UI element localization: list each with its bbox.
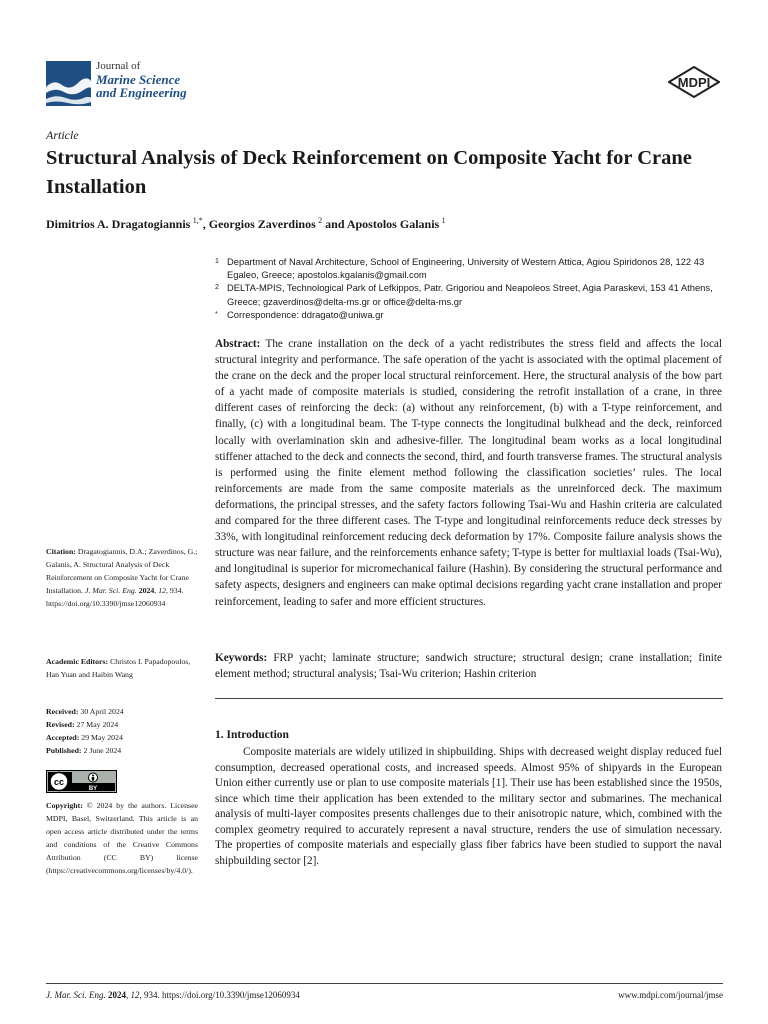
copyright-label: Copyright: xyxy=(46,801,83,810)
journal-name-line2: and Engineering xyxy=(96,85,187,100)
author-affiliation-mark: 1,* xyxy=(192,216,203,225)
affiliation-mark: 1 xyxy=(215,258,219,265)
citation-text: Dragatogiannis, D.A.; Zaverdinos, G.; Galanis, A. Structural Analysis of Deck Reinforcement on Composite Yacht for Crane Installation. xyxy=(46,547,198,596)
publisher-logo xyxy=(668,66,720,98)
citation-label: Citation: xyxy=(46,547,76,556)
affiliation-text: Correspondence: ddragato@uniwa.gr xyxy=(227,308,384,320)
copyright-notice xyxy=(46,799,198,878)
footer-citation xyxy=(46,990,300,1000)
keywords-text: FRP yacht; laminate structure; sandwich structure; structural design; crane installation; finite element method; structural analysis; Tsai-Wu criterion; Hashin criterion xyxy=(215,652,722,681)
citation-doi[interactable]: , 934. https://doi.org/10.3390/jmse12060934 xyxy=(46,586,184,609)
editors-text: Christos I. Papadopoulos, Han Yuan and Haibin Wang xyxy=(46,657,191,680)
mdpi-logo-icon xyxy=(668,66,720,98)
date-value: 29 May 2024 xyxy=(79,733,123,743)
abstract xyxy=(215,336,722,610)
affiliation-item xyxy=(215,281,725,307)
citation-volume: , 12 xyxy=(154,586,166,596)
affiliation-mark: 2 xyxy=(215,284,219,292)
page-title: Structural Analysis of Deck Reinforcement on Composite Yacht for Crane Installation xyxy=(46,147,692,198)
cc-badge-by-text: BY xyxy=(88,786,98,792)
date-received xyxy=(46,705,198,718)
cc-badge-text: cc xyxy=(53,777,65,787)
affiliation-item xyxy=(215,255,725,281)
section-heading: 1. Introduction xyxy=(215,729,289,741)
date-label: Accepted: xyxy=(46,733,80,743)
publication-dates xyxy=(46,705,198,757)
date-revised xyxy=(46,718,198,731)
author-name: Dimitrios A. Dragatogiannis xyxy=(46,217,191,231)
date-value: 27 May 2024 xyxy=(74,720,119,730)
footer-doi[interactable]: , 934. https://doi.org/10.3390/jmse12060934 xyxy=(139,990,300,1000)
abstract-text: The crane installation on the deck of a yacht redistributes the stress field and affects the local structural integrity and performance. The safe operation of the yacht is associated with the optimal placement of the crane on the deck and the proper local structural reinforcement. Here, the structural analysis of the bow part of a yacht made of composite materials is studied, considering the retrofit installation of a crane, in three different cases of reinforcing the deck: (a) without any reinforcement, (b) with a T-type reinforcement, and finally, (c) with a longitudinal beam. The T-type connects the longitudinal bulkhead and the deck, reinforced locally with overlamination skin and adhesive-filler. The longitudinal beam works as a local longitudinal stiffener attached to the deck and connects the second, third, and fourth transverse frames. The structural analysis is performed using the finite element method following the classification societies’ rules. The local reinforcements are made from the same composite materials as the unreinforced deck. The maximum deformations, the principal stresses, and the safety factors following Tsai-Wu and Hashin criteria are calculated and compared for the three different cases. The T-type and longitudinal reinforcements reduce deck stresses by 33%, with longitudinal reinforcement reducing deck deformation by 17%. Composite failure analysis shows the structure was near failure, and the reinforcements enhance safety; T-type is better for multiaxial loads (Tsai-Wu), and longitudinal is superior for micromechanical failure (Hashin). By considering the structural performance and safety aspects, designers and engineers can make optimal decisions regarding yacht crane installation and proper reinforcement, leading to safer and more efficient structures. xyxy=(215,338,722,608)
footer-year: 2024 xyxy=(105,990,126,1000)
journal-name-line1: Marine Science xyxy=(96,72,181,87)
affiliation-item xyxy=(215,308,725,321)
affiliation-list xyxy=(215,255,725,321)
date-label: Published: xyxy=(46,746,82,756)
date-value: 30 April 2024 xyxy=(78,707,124,716)
abstract-label: Abstract: xyxy=(215,338,261,350)
author-separator: and xyxy=(322,217,347,231)
keywords-label: Keywords: xyxy=(215,652,268,664)
section-divider xyxy=(215,698,723,699)
journal-wave-icon xyxy=(46,61,91,106)
author-affiliation-mark: 2 xyxy=(318,216,323,225)
affiliation-text: DELTA-MPIS, Technological Park of Lefkippos, Patr. Grigoriou and Neapoleos Street, Agia Paraskevi, 153 41 Athens, Greece; gzaverdinos@delta-ms.gr or office@delta-ms.gr xyxy=(227,282,713,307)
journal-logo xyxy=(46,60,196,106)
footer-volume: , 12 xyxy=(126,990,140,1000)
author-separator: , xyxy=(202,217,209,231)
date-value: 2 June 2024 xyxy=(81,746,122,756)
journal-name xyxy=(96,60,187,99)
cc-by-license-icon[interactable] xyxy=(46,770,117,793)
academic-editors xyxy=(46,655,198,681)
footer-journal-url[interactable]: www.mdpi.com/journal/jmse xyxy=(618,990,723,1000)
citation-year: 2024 xyxy=(136,586,155,596)
affiliation-text: Department of Naval Architecture, School of Engineering, University of Western Attica, Agiou Spiridonos 28, 122 43 Egaleo, Greece; apostolos.kgalanis@gmail.com xyxy=(227,256,705,281)
copyright-text: © 2024 by the authors. Licensee MDPI, Basel, Switzerland. This article is an open access article distributed under the terms and conditions of the Creative Commons Attribution (CC BY) license (https://creativecommons.org/licenses/by/4.0/). xyxy=(46,801,198,876)
author-name: Apostolos Galanis xyxy=(346,217,440,231)
footer-divider xyxy=(46,983,723,984)
date-published xyxy=(46,744,198,757)
introduction-paragraph: Composite materials are widely utilized in shipbuilding. Ships with decreased weight display reduced fuel consumption, decreased operational costs, and increased speeds. Almost 95% of shipyards in the European Union either currently use or plan to use composite materials [1]. Their use has been established since the 1950s, since which time their application has been extended to the military sector and submarines. The mechanical analysis of multi-layer composites presents challenges due to their anisotropic nature, which, combined with the complex geometry required to accurately represent a naval structure, renders the use of simulation necessary. The properties of composite materials and especially glass fiber fabrics have been studied to support the naval shipbuilding sector [2]. xyxy=(215,746,722,867)
keywords xyxy=(215,650,722,682)
journal-name-prefix: Journal of xyxy=(96,60,141,72)
date-label: Received: xyxy=(46,707,79,716)
publisher-name: MDPI xyxy=(677,75,711,90)
affiliation-mark: * xyxy=(215,310,218,318)
author-list xyxy=(46,216,446,232)
author-affiliation-mark: 1 xyxy=(441,216,446,225)
article-type: Article xyxy=(46,128,79,142)
author-name: Georgios Zaverdinos xyxy=(208,217,316,231)
editors-label: Academic Editors: xyxy=(46,657,109,666)
date-accepted xyxy=(46,731,198,744)
citation-block xyxy=(46,545,198,610)
date-label: Revised: xyxy=(46,720,75,730)
citation-journal: J. Mar. Sci. Eng. xyxy=(84,586,137,596)
footer-journal: J. Mar. Sci. Eng. xyxy=(46,990,106,1000)
